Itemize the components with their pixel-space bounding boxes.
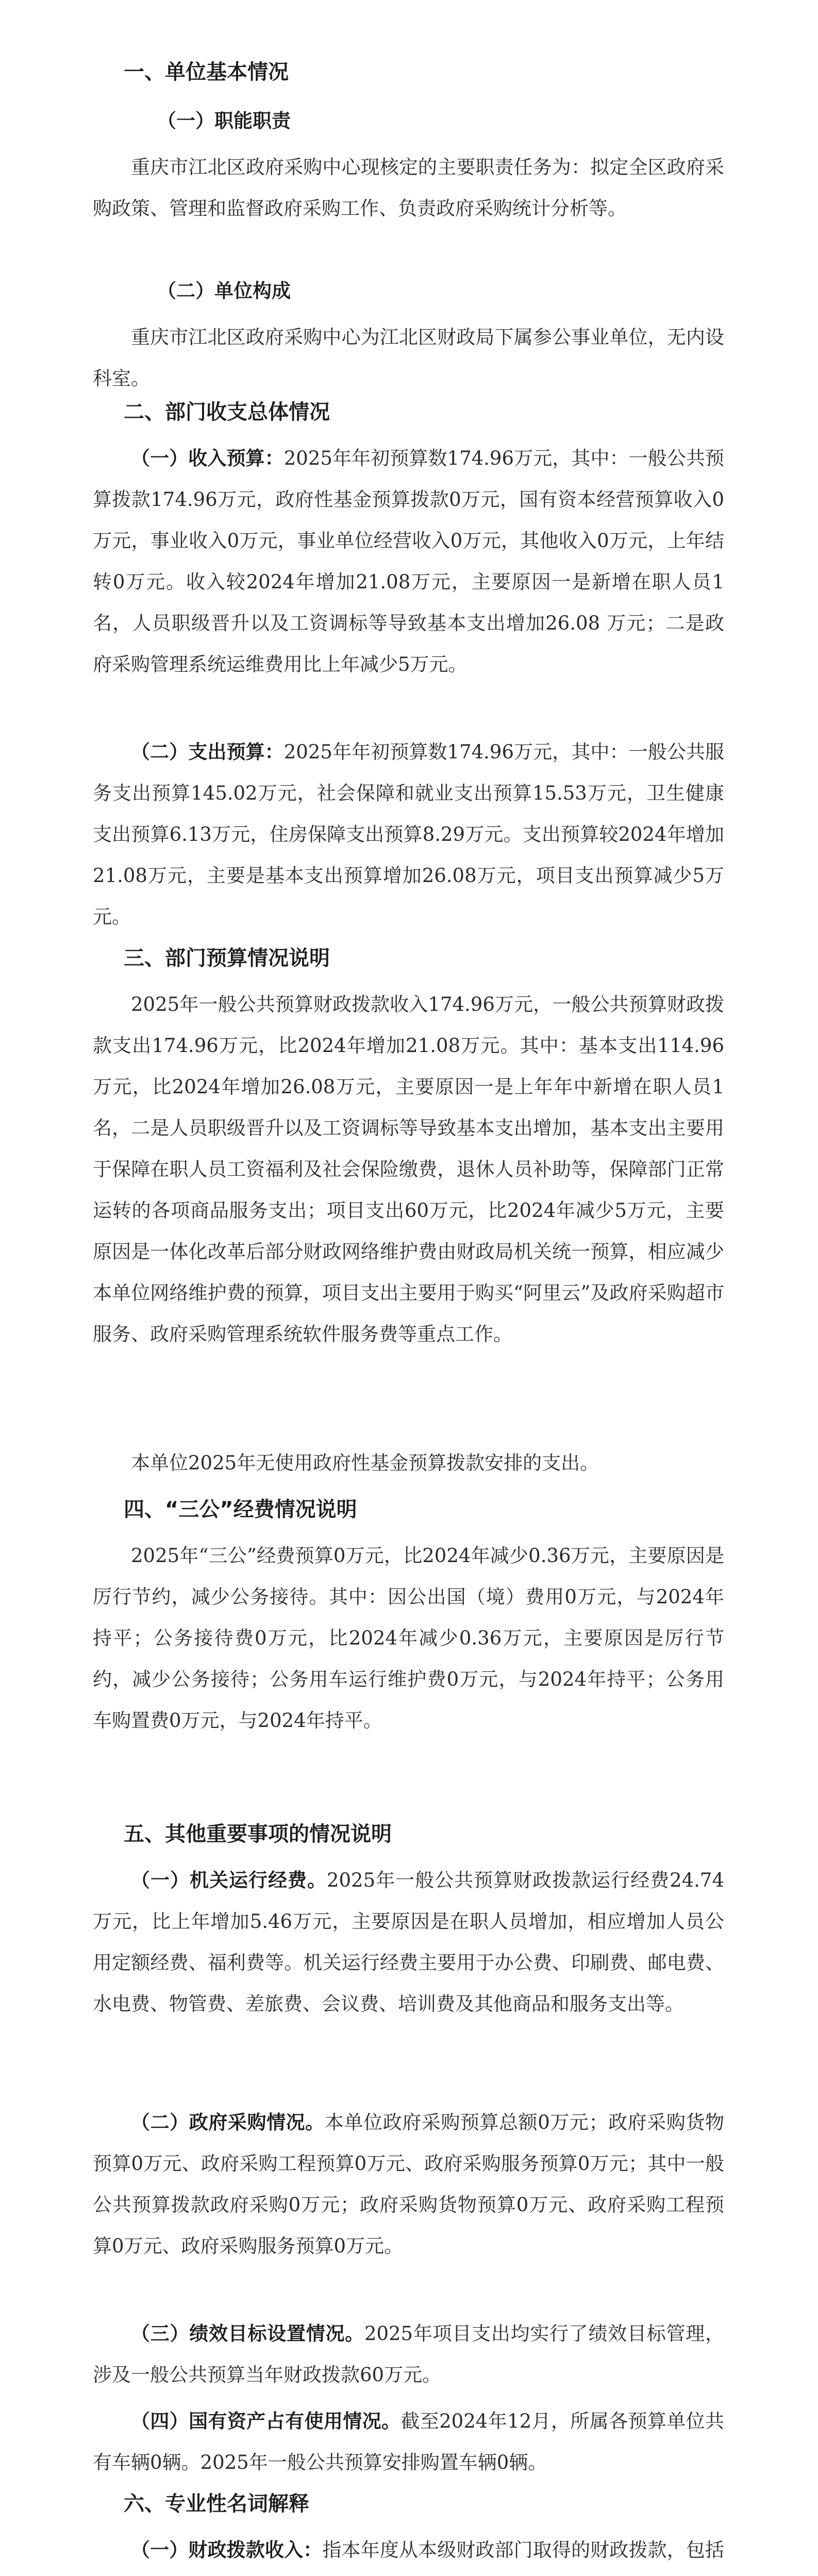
income-budget-label: （一）收入预算： <box>131 447 284 469</box>
section-3-heading: 三、部门预算情况说明 <box>124 946 330 970</box>
duties-paragraph: 重庆市江北区政府采购中心现核定的主要职责任务为：拟定全区政府采购政策、管理和监督政府采购工作、负责政府采购统计分析等。 <box>93 156 724 219</box>
expense-budget-label: （二）支出预算： <box>131 741 284 763</box>
fund-budget-paragraph: 本单位2025年无使用政府性基金预算拨款安排的支出。 <box>131 1452 599 1474</box>
section-4-heading: 四、“三公”经费情况说明 <box>124 1498 357 1521</box>
subsection-structure-heading: （二）单位构成 <box>157 280 291 302</box>
budget-explanation-paragraph: 2025年一般公共预算财政拨款收入174.96万元，一般公共预算财政拨款支出174.96万元，比2024年增加21.08万元。其中：基本支出114.96万元，比2024年增加26.08万元，主要原因一是上年年中新增在职人员1名，二是人员职级晋升以及工资调标等导致基本支出增加，基本支出主要用于保障在职人员工资福利及社会保险缴费，退休人员补助等，保障部门正常运转的各项商品服务支出；项目支出60万元，比2024年减少5万元，主要原因是一体化改革后部分财政网络维护费由财政局机关统一预算，相应减少本单位网络维护费的预算，项目支出主要用于购买“阿里云”及政府采购超市服务、政府采购管理系统软件服务费等重点工作。 <box>93 993 724 1345</box>
state-assets-paragraph: （四）国有资产占有使用情况。截至2024年12月，所属各预算单位共有车辆0辆。2025年一般公共预算安排购置车辆0辆。 <box>93 2410 724 2473</box>
procurement-paragraph: （二）政府采购情况。本单位政府采购预算总额0万元；政府采购货物预算0万元、政府采购工程预算0万元、政府采购服务预算0万元；其中一般公共预算拨款政府采购0万元；政府采购货物预算0万元、政府采购工程预算0万元、政府采购服务预算0万元。 <box>93 2111 725 2257</box>
state-assets-label: （四）国有资产占有使用情况。 <box>131 2410 401 2432</box>
section-2-heading: 二、部门收支总体情况 <box>124 400 330 424</box>
income-budget-paragraph: （一）收入预算：2025年年初预算数174.96万元，其中：一般公共预算拨款174.96万元，政府性基金预算拨款0万元，国有资本经营预算收入0万元，事业收入0万元，事业单位经营收入0万元，其他收入0万元，上年结转0万元。收入较2024年增加21.08万元，主要原因一是新增在职人员1名，人员职级晋升以及工资调标等导致基本支出增加26.08 万元；二是政府采购管理系统运维费用比上年减少5万元。 <box>93 447 725 675</box>
subsection-duties-heading: （一）职能职责 <box>157 110 291 132</box>
term-fiscal-income-paragraph: （一）财政拨款收入：指本年度从本级财政部门取得的财政拨款，包括 <box>131 2539 725 2561</box>
three-public-expenses-paragraph: 2025年“三公”经费预算0万元，比2024年减少0.36万元，主要原因是厉行节约，减少公务接待。其中：因公出国（境）费用0万元，与2024年持平；公务接待费0万元，比2024年减少0.36万元，主要原因是厉行节约，减少公务接待；公务用车运行维护费0万元，与2024年持平；公务用车购置费0万元，与2024年持平。 <box>93 1545 724 1732</box>
performance-target-paragraph: （三）绩效目标设置情况。2025年项目支出均实行了绩效目标管理，涉及一般公共预算当年财政拨款60万元。 <box>93 2323 725 2386</box>
performance-target-label: （三）绩效目标设置情况。 <box>131 2323 364 2345</box>
structure-paragraph: 重庆市江北区政府采购中心为江北区财政局下属参公事业单位，无内设科室。 <box>93 326 724 389</box>
expense-budget-paragraph: （二）支出预算：2025年年初预算数174.96万元，其中：一般公共服务支出预算145.02万元，社会保障和就业支出预算15.53万元，卫生健康支出预算6.13万元，住房保障支出预算8.29万元。支出预算较2024年增加21.08万元，主要是基本支出预算增加26.08万元，项目支出预算减少5万元。 <box>93 741 725 928</box>
section-6-heading: 六、专业性名词解释 <box>124 2492 309 2516</box>
operating-expenses-label: （一）机关运行经费。 <box>131 1869 327 1891</box>
section-5-heading: 五、其他重要事项的情况说明 <box>124 1822 392 1846</box>
term-fiscal-income-label: （一）财政拨款收入： <box>131 2539 323 2561</box>
procurement-label: （二）政府采购情况。 <box>131 2111 325 2133</box>
section-1-heading: 一、单位基本情况 <box>124 60 289 84</box>
operating-expenses-paragraph: （一）机关运行经费。2025年一般公共预算财政拨款运行经费24.74万元，比上年增加5.46万元，主要原因是在职人员增加，相应增加人员公用定额经费、福利费等。机关运行经费主要用于办公费、印刷费、邮电费、水电费、物管费、差旅费、会议费、培训费及其他商品和服务支出等。 <box>93 1869 724 2015</box>
